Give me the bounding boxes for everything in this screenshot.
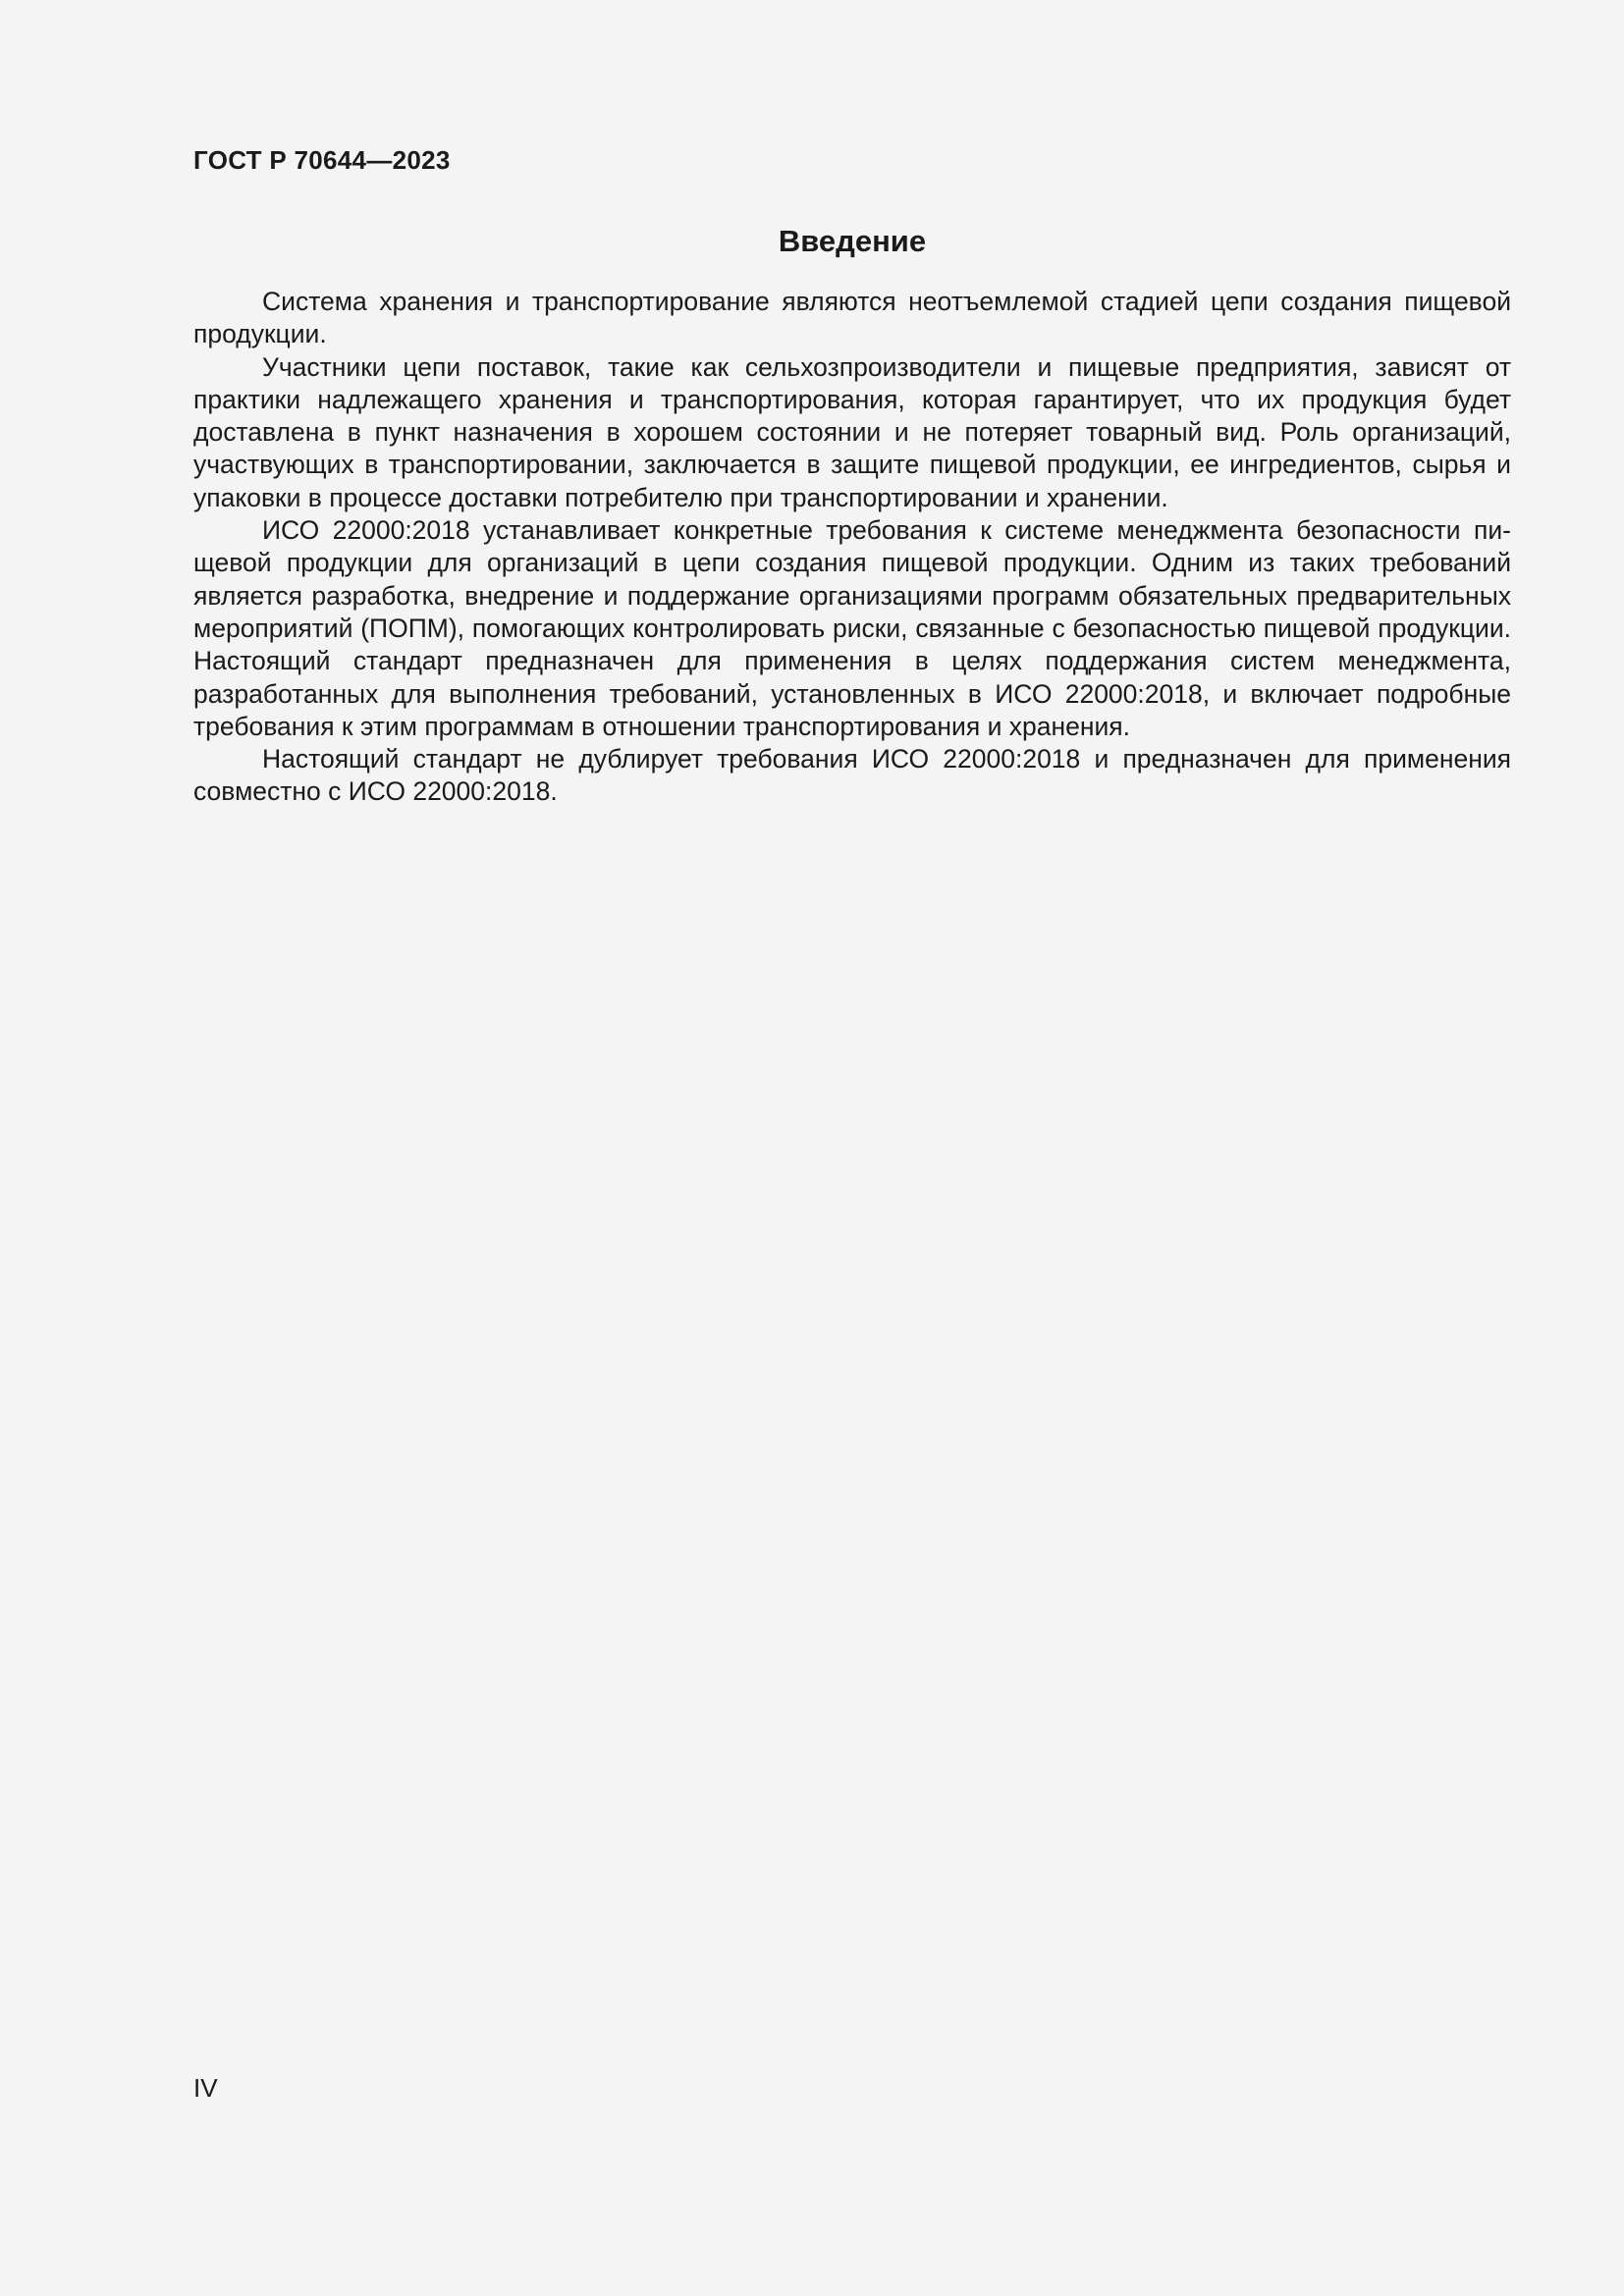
paragraph: ИСО 22000:2018 устанавливает конкретные требования к системе менеджмента безопасности пищевой продукции для организаций в цепи создания пищевой продукции. Одним из таких требований является разработка, внедрение и поддержание организациями программ обязательных предварительных мероприятий (ПОПМ), помогающих контролировать риски, связанные с безопасностью пищевой продукции. Настоящий стандарт предназначен для применения в целях поддержания систем менеджмента, разработанных для выполнения требований, установленных в ИСО 22000:2018, и включает подробные требования к этим программам в отношении транспортирования и хранения.: [193, 515, 1511, 741]
page-number: IV: [193, 2073, 218, 2103]
document-code: ГОСТ Р 70644—2023: [193, 145, 451, 175]
section-title: Введение: [778, 224, 927, 258]
section-body: [193, 286, 1511, 809]
paragraph: Настоящий стандарт не дублирует требования ИСО 22000:2018 и предназначен для применения совместно с ИСО 22000:2018.: [193, 744, 1511, 807]
paragraph: Система хранения и транспортирование являются неотъемлемой стадией цепи создания пищевой продукции.: [193, 287, 1511, 349]
paragraph: Участники цепи поставок, такие как сельхозпроизводители и пищевые предприятия, зависят от практики надлежащего хранения и транспортирования, которая гарантирует, что их продукция будет доставлена в пункт назначения в хорошем состоянии и не потеряет товарный вид. Роль организаций, участвующих в транспортировании, заключается в защите пищевой продукции, ее ингредиентов, сырья и упаковки в процессе доставки потребителю при транспортировании и хранении.: [193, 351, 1511, 512]
